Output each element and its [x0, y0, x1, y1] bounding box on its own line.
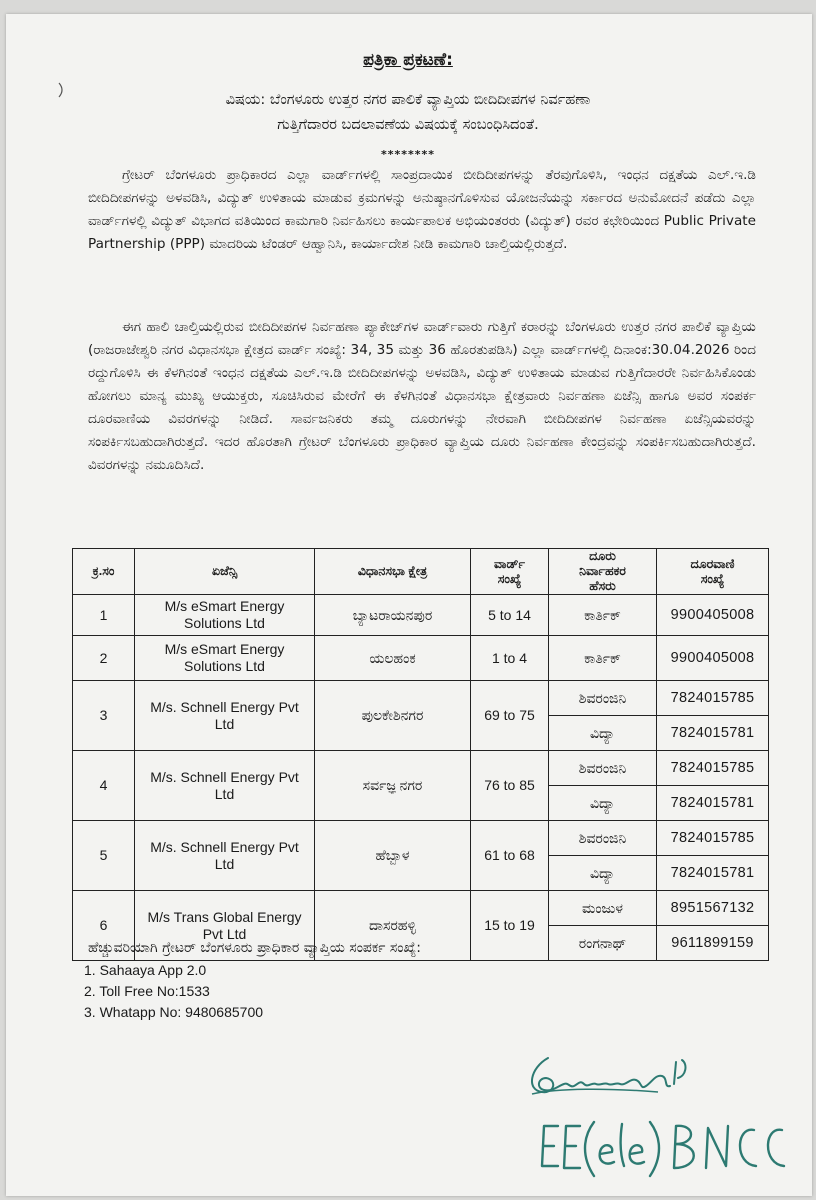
cell-handler-name: ಕಾರ್ತಿಕ್ [549, 595, 657, 636]
header-handler-line-3: ಹೆಸರು [589, 579, 616, 593]
header-handler-line-2: ನಿರ್ವಾಹಕರ [579, 564, 626, 578]
designation-handwritten [536, 1118, 796, 1182]
cell-handler-name: ವಿದ್ಯಾ [549, 786, 657, 821]
header-wards-line-1: ವಾರ್ಡ್ [494, 556, 525, 571]
cell-sl: 5 [73, 821, 135, 891]
agency-line-2: Pvt Ltd [202, 925, 247, 942]
header-sl: ಕ್ರ.ಸಂ [73, 549, 135, 595]
header-wards [471, 549, 549, 595]
table-row [73, 681, 769, 716]
cell-handler-name: ವಿದ್ಯಾ [549, 716, 657, 751]
cell-agency [135, 636, 315, 681]
agency-line-2: Ltd [214, 715, 235, 732]
table-row [73, 751, 769, 786]
cell-handler-name: ಮಂಜುಳ [549, 891, 657, 926]
table-row [73, 821, 769, 856]
notice-title: ಪತ್ರಿಕಾ ಪ್ರಕಟಣೆ: [363, 50, 453, 70]
cell-phone: 7824015781 [657, 786, 769, 821]
cell-phone: 9611899159 [657, 926, 769, 961]
cell-sl: 3 [73, 681, 135, 751]
cell-agency [135, 595, 315, 636]
list-item: 3. Whatapp No: 9480685700 [84, 1004, 264, 1020]
cell-phone: 7824015781 [657, 856, 769, 891]
additional-contacts-heading: ಹೆಚ್ಚುವರಿಯಾಗಿ ಗ್ರೇಟರ್ ಬೆಂಗಳೂರು ಪ್ರಾಧಿಕಾರ ವ್ಯಾಪ್ತಿಯ ಸಂಪರ್ಕ ಸಂಖ್ಯೆ: [88, 940, 421, 956]
header-phone [657, 549, 769, 595]
cell-handler-name: ರಂಗನಾಥ್ [549, 926, 657, 961]
cell-wards: 76 to 85 [471, 751, 549, 821]
cell-agency [135, 681, 315, 751]
notice-subject [0, 88, 816, 138]
cell-sl: 6 [73, 891, 135, 961]
agency-line-2: Solutions Ltd [184, 615, 265, 631]
separator: ******** [380, 148, 436, 161]
cell-phone: 9900405008 [657, 595, 769, 636]
cell-phone: 8951567132 [657, 891, 769, 926]
cell-sl: 4 [73, 751, 135, 821]
cell-constituency: ಬ್ಯಾಟರಾಯನಪುರ [315, 595, 471, 636]
paragraph-1 [88, 164, 756, 256]
cell-phone: 7824015781 [657, 716, 769, 751]
cell-constituency: ಪುಲಕೇಶಿನಗರ [315, 681, 471, 751]
cell-wards: 1 to 4 [471, 636, 549, 681]
cell-wards: 5 to 14 [471, 595, 549, 636]
cell-constituency: ದಾಸರಹಳ್ಳಿ [315, 891, 471, 961]
cell-phone: 7824015785 [657, 821, 769, 856]
cell-wards: 61 to 68 [471, 821, 549, 891]
header-wards-line-2: ಸಂಖ್ಯೆ [497, 571, 522, 586]
cell-handler-name: ವಿದ್ಯಾ [549, 856, 657, 891]
paragraph-2-text: ಈಗ ಹಾಲಿ ಚಾಲ್ತಿಯಲ್ಲಿರುವ ಬೀದಿದೀಪಗಳ ನಿರ್ವಹಣಾ ಪ್ಯಾಕೇಜ್‌ಗಳ ವಾರ್ಡ್‌ವಾರು ಗುತ್ತಿಗೆ ಕರಾರನ್ನು ಬೆಂಗಳೂರು ಉತ್ತರ ನಗರ ಪಾಲಿಕೆ ವ್ಯಾಪ್ತಿಯ (ರಾಜರಾಜೇಶ್ವರಿ ನಗರ ವಿಧಾನಸಭಾ ಕ್ಷೇತ್ರದ ವಾರ್ಡ್ ಸಂಖ್ಯೆ: 34, 35 ಮತ್ತು 36 ಹೊರತುಪಡಿಸಿ) ಎಲ್ಲಾ ವಾರ್ಡ್‌ಗಳಲ್ಲಿ ದಿನಾಂಕ:30.04.2026 ರಿಂದ ರದ್ದುಗೊಳಿಸಿ ಈ ಕೆಳಗಿನಂತೆ ಇಂಧನ ದಕ್ಷತೆಯ ಎಲ್.ಇ.ಡಿ ಬೀದಿದೀಪಗಳನ್ನು ಅಳವಡಿಸಿ, ವಿದ್ಯುತ್ ಉಳಿತಾಯ ಮಾಡುವ ಗುತ್ತಿಗೆದಾರರೇ ನಿರ್ವಹಿಸಿಕೊಂಡು ಹೋಗಲು ಮಾನ್ಯ ಮುಖ್ಯ ಆಯುಕ್ತರು, ಸೂಚಿಸಿರುವ ಮೇರೆಗೆ ಈ ಕೆಳಗಿನಂತೆ ವಿಧಾನಸಭಾ ಕ್ಷೇತ್ರವಾರು ನಿರ್ವಹಣಾ ಏಜೆನ್ಸಿ ಹಾಗೂ ಅವರ ಸಂಪರ್ಕ ದೂರವಾಣಿಯ ವಿವರಗಳನ್ನು ನೀಡಿದೆ. ಸಾರ್ವಜನಿಕರು ತಮ್ಮ ದೂರುಗಳನ್ನು ನೇರವಾಗಿ ಬೀದಿದೀಪಗಳ ನಿರ್ವಹಣಾ ಏಜೆನ್ಸಿಯವರನ್ನು ಸಂಪರ್ಕಿಸಬಹುದಾಗಿರುತ್ತದೆ. ಇದರ ಹೊರತಾಗಿ ಗ್ರೇಟರ್ ಬೆಂಗಳೂರು ಪ್ರಾಧಿಕಾರ ವ್ಯಾಪ್ತಿಯ ದೂರು ನಿರ್ವಹಣಾ ಕೇಂದ್ರವನ್ನು ಸಂಪರ್ಕಿಸಬಹುದಾಗಿರುತ್ತದೆ. ವಿವರಗಳನ್ನು ನಮೂದಿಸಿದೆ. [88, 319, 756, 473]
additional-contacts-list [84, 960, 263, 1023]
cell-sl: 2 [73, 636, 135, 681]
agency-line-1: M/s. Schnell Energy Pvt [150, 838, 299, 855]
agency-line-2: Ltd [214, 855, 235, 872]
paragraph-2 [88, 316, 756, 477]
cell-phone: 7824015785 [657, 681, 769, 716]
list-item: 1. Sahaaya App 2.0 [84, 962, 207, 978]
agency-line-1: M/s eSmart Energy [164, 641, 285, 657]
cell-wards: 69 to 75 [471, 681, 549, 751]
subject-line-1: ವಿಷಯ: ಬೆಂಗಳೂರು ಉತ್ತರ ನಗರ ಪಾಲಿಕೆ ವ್ಯಾಪ್ತಿಯ ಬೀದಿದೀಪಗಳ ನಿರ್ವಹಣಾ [225, 92, 591, 108]
table-row [73, 891, 769, 926]
header-agency: ಏಜೆನ್ಸಿ [135, 549, 315, 595]
table-row [73, 595, 769, 636]
cell-agency [135, 821, 315, 891]
agency-line-2: Solutions Ltd [184, 658, 265, 674]
agency-table [72, 548, 769, 961]
cell-handler-name: ಶಿವರಂಜಿನಿ [549, 751, 657, 786]
header-handler [549, 549, 657, 595]
cell-constituency: ಸರ್ವಜ್ಞ ನಗರ [315, 751, 471, 821]
subject-line-2: ಗುತ್ತಿಗೆದಾರರ ಬದಲಾವಣೆಯ ವಿಷಯಕ್ಕೆ ಸಂಬಂಧಿಸಿದಂತೆ. [277, 117, 539, 133]
signature-scribble [518, 1048, 698, 1104]
agency-line-1: M/s. Schnell Energy Pvt [150, 698, 299, 715]
cell-handler-name: ಶಿವರಂಜಿನಿ [549, 821, 657, 856]
header-handler-line-1: ದೂರು [589, 549, 616, 563]
agency-line-1: M/s. Schnell Energy Pvt [150, 768, 299, 785]
cell-agency [135, 751, 315, 821]
paragraph-1-text: ಗ್ರೇಟರ್ ಬೆಂಗಳೂರು ಪ್ರಾಧಿಕಾರದ ಎಲ್ಲಾ ವಾರ್ಡ್‌ಗಳಲ್ಲಿ ಸಾಂಪ್ರದಾಯಿಕ ಬೀದಿದೀಪಗಳನ್ನು ತೆರವುಗೊಳಿಸಿ, ಇಂಧನ ದಕ್ಷತೆಯ ಎಲ್.ಇ.ಡಿ ಬೀದಿದೀಪಗಳನ್ನು ಅಳವಡಿಸಿ, ವಿದ್ಯುತ್ ಉಳಿತಾಯ ಮಾಡುವ ಕ್ರಮಗಳನ್ನು ಅನುಷ್ಠಾನಗೊಳಿಸುವ ಯೋಜನೆಯನ್ನು ಸರ್ಕಾರದ ಅನುಮೋದನೆ ಪಡೆದು ಎಲ್ಲಾ ವಾರ್ಡ್‌ಗಳಲ್ಲಿ ವಿದ್ಯುತ್ ವಿಭಾಗದ ವತಿಯಿಂದ ಕಾಮಗಾರಿ ನಿರ್ವಹಿಸಲು ಕಾರ್ಯಪಾಲಕ ಅಭಿಯಂತರರು (ವಿದ್ಯುತ್) ರವರ ಕಛೇರಿಯಿಂದ Public Private Partnership (PPP) ಮಾದರಿಯ ಟೆಂಡರ್ ಆಹ್ವಾನಿಸಿ, ಕಾರ್ಯಾದೇಶ ನೀಡಿ ಕಾಮಗಾರಿ ಚಾಲ್ತಿಯಲ್ಲಿರುತ್ತದೆ. [88, 167, 756, 252]
header-phone-line-1: ದೂರವಾಣಿ [690, 556, 735, 571]
table-header-row [73, 549, 769, 595]
cell-wards: 15 to 19 [471, 891, 549, 961]
header-constituency: ವಿಧಾನಸಭಾ ಕ್ಷೇತ್ರ [315, 549, 471, 595]
list-item: 2. Toll Free No:1533 [84, 983, 210, 999]
header-phone-line-2: ಸಂಖ್ಯೆ [700, 571, 725, 586]
table-row [73, 636, 769, 681]
agency-line-1: M/s Trans Global Energy [147, 908, 302, 925]
cell-constituency: ಹೆಬ್ಬಾಳ [315, 821, 471, 891]
cell-phone: 7824015785 [657, 751, 769, 786]
cell-handler-name: ಕಾರ್ತಿಕ್ [549, 636, 657, 681]
agency-line-1: M/s eSmart Energy [164, 598, 285, 614]
cell-phone: 9900405008 [657, 636, 769, 681]
cell-handler-name: ಶಿವರಂಜಿನಿ [549, 681, 657, 716]
cell-constituency: ಯಲಹಂಕ [315, 636, 471, 681]
agency-line-2: Ltd [214, 785, 235, 802]
cell-sl: 1 [73, 595, 135, 636]
